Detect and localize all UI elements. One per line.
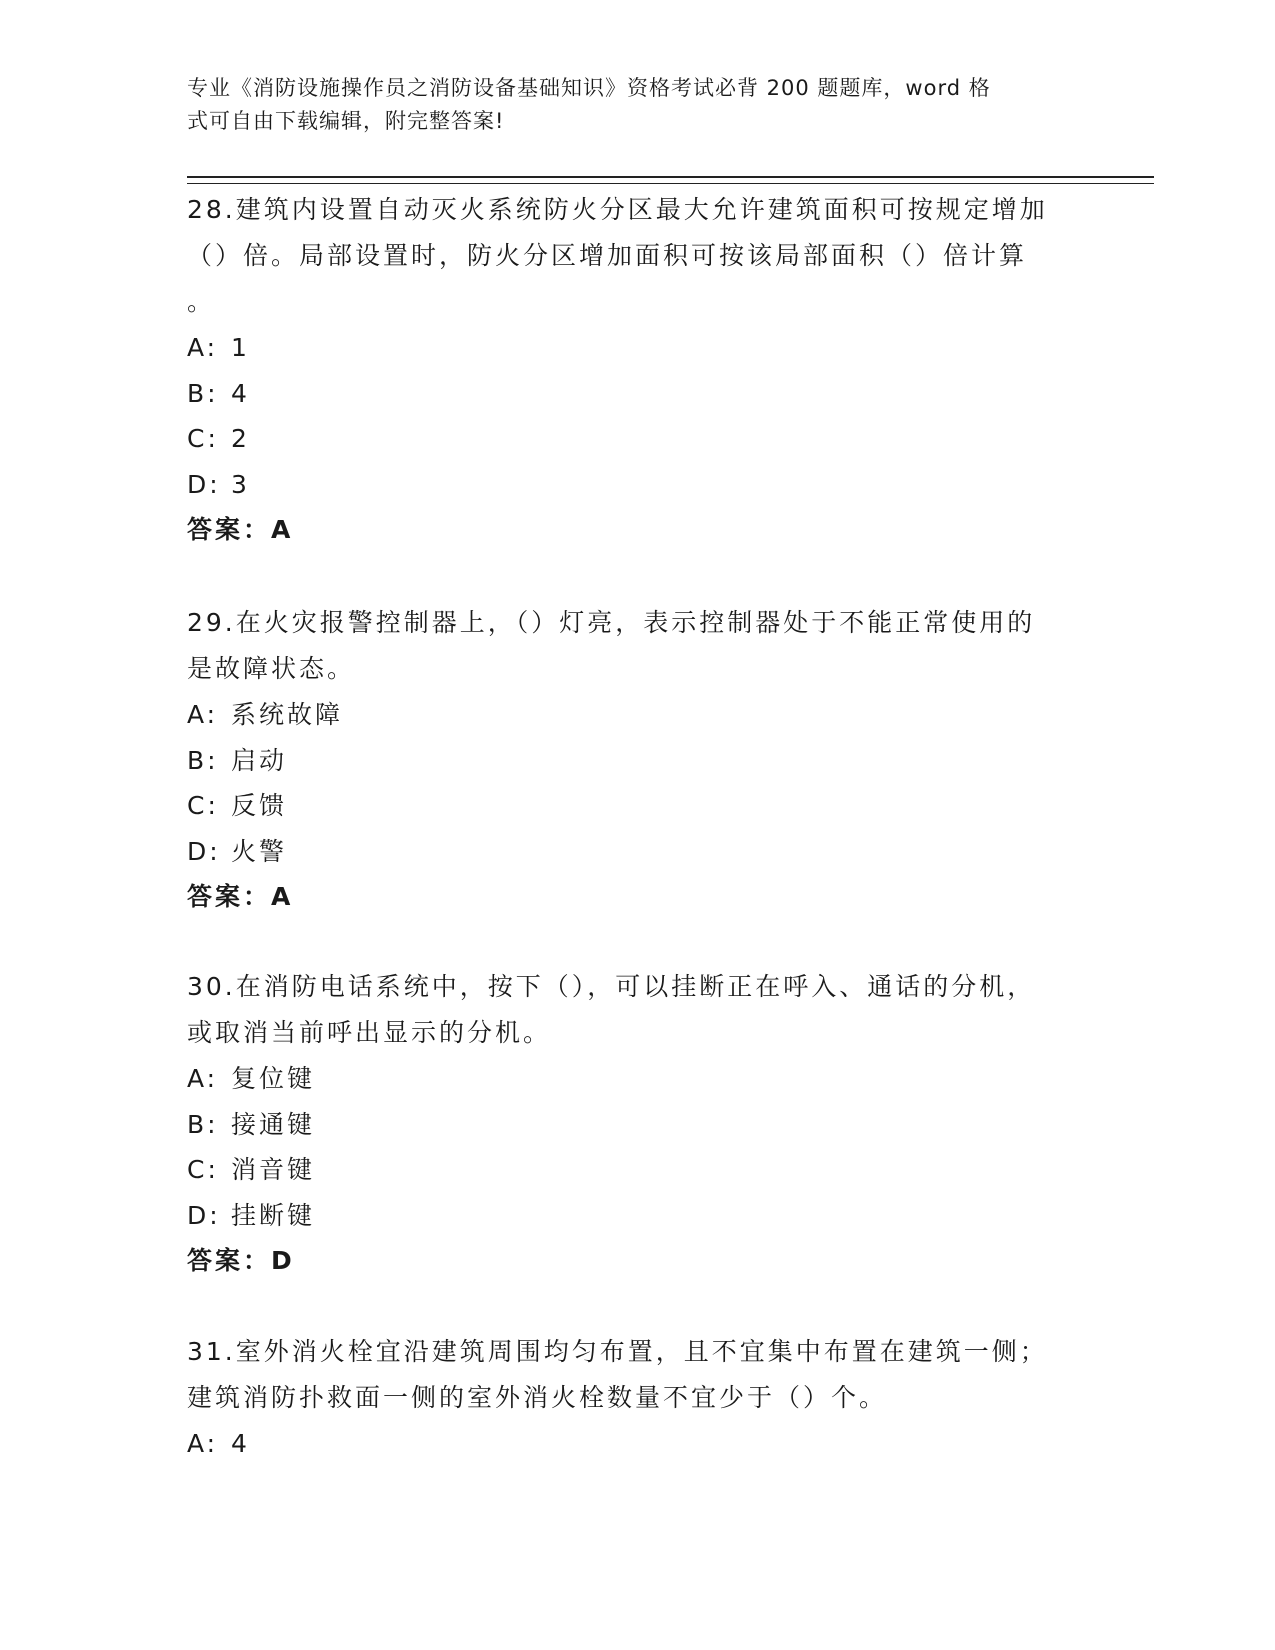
stem-line: （）倍。局部设置时，防火分区增加面积可按该局部面积（）倍计算 (187, 241, 1028, 270)
stem-line: 建筑消防扑救面一侧的室外消火栓数量不宜少于（）个。 (187, 1383, 888, 1412)
question-30 (187, 964, 1077, 1284)
option-key: D: (187, 836, 221, 866)
option-c (187, 783, 1077, 829)
answer-label: 答案： (187, 515, 272, 544)
option-text: 反馈 (231, 791, 288, 820)
question-stem (187, 600, 1077, 692)
option-a (187, 1056, 1077, 1102)
answer-label: 答案： (187, 882, 272, 911)
document-header (187, 72, 1067, 138)
answer-label: 答案： (187, 1246, 272, 1275)
question-31 (187, 1329, 1077, 1467)
option-b (187, 1102, 1077, 1148)
option-a (187, 325, 1077, 371)
option-key: D: (187, 469, 221, 499)
option-text: 挂断键 (231, 1200, 316, 1230)
stem-line: 28.建筑内设置自动灭火系统防火分区最大允许建筑面积可按规定增加 (187, 195, 1048, 224)
option-key: A: (187, 1064, 219, 1093)
header-line-2: 式可自由下载编辑，附完整答案! (187, 109, 505, 133)
option-text: 4 (231, 1429, 250, 1458)
option-b (187, 371, 1077, 417)
option-text: 3 (231, 469, 250, 499)
option-text: 2 (231, 424, 250, 453)
option-text: 系统故障 (231, 700, 344, 729)
option-key: C: (187, 1155, 219, 1184)
question-stem (187, 1329, 1077, 1421)
option-d (187, 462, 1077, 508)
question-28 (187, 187, 1077, 553)
header-divider-thick (187, 176, 1154, 178)
question-stem (187, 964, 1077, 1056)
option-b (187, 738, 1077, 784)
option-key: A: (187, 1429, 219, 1458)
option-c (187, 416, 1077, 462)
option-text: 启动 (231, 745, 288, 775)
option-key: A: (187, 700, 219, 729)
stem-line: 31.室外消火栓宜沿建筑周围均匀布置，且不宜集中布置在建筑一侧； (187, 1337, 1048, 1366)
answer-value: A (271, 882, 292, 911)
option-key: C: (187, 424, 219, 453)
stem-line: 或取消当前呼出显示的分机。 (187, 1018, 552, 1047)
option-key: B: (187, 1109, 219, 1139)
option-d (187, 1193, 1077, 1239)
option-text: 1 (231, 333, 250, 362)
option-key: B: (187, 378, 219, 408)
header-line-1: 专业《消防设施操作员之消防设备基础知识》资格考试必背 200 题题库，word 格 (187, 76, 991, 100)
question-stem (187, 187, 1077, 325)
stem-line: 是故障状态。 (187, 654, 356, 683)
option-text: 接通键 (231, 1109, 316, 1139)
option-key: C: (187, 791, 219, 820)
answer (187, 507, 1077, 553)
stem-line: 30.在消防电话系统中，按下（），可以挂断正在呼入、通话的分机， (187, 972, 1036, 1001)
stem-line: 。 (187, 287, 216, 316)
question-29 (187, 600, 1077, 920)
answer (187, 1238, 1077, 1284)
option-c (187, 1147, 1077, 1193)
option-text: 4 (231, 378, 250, 408)
option-key: D: (187, 1200, 221, 1230)
option-text: 复位键 (231, 1064, 316, 1093)
option-a (187, 1421, 1077, 1467)
answer (187, 874, 1077, 920)
option-key: B: (187, 745, 219, 775)
option-d (187, 829, 1077, 875)
stem-line: 29.在火灾报警控制器上，（）灯亮，表示控制器处于不能正常使用的 (187, 608, 1036, 637)
option-text: 火警 (231, 836, 288, 866)
option-text: 消音键 (231, 1155, 316, 1184)
answer-value: A (271, 515, 292, 544)
answer-value: D (271, 1246, 293, 1275)
option-a (187, 692, 1077, 738)
option-key: A: (187, 333, 219, 362)
header-divider-thin (187, 183, 1154, 184)
